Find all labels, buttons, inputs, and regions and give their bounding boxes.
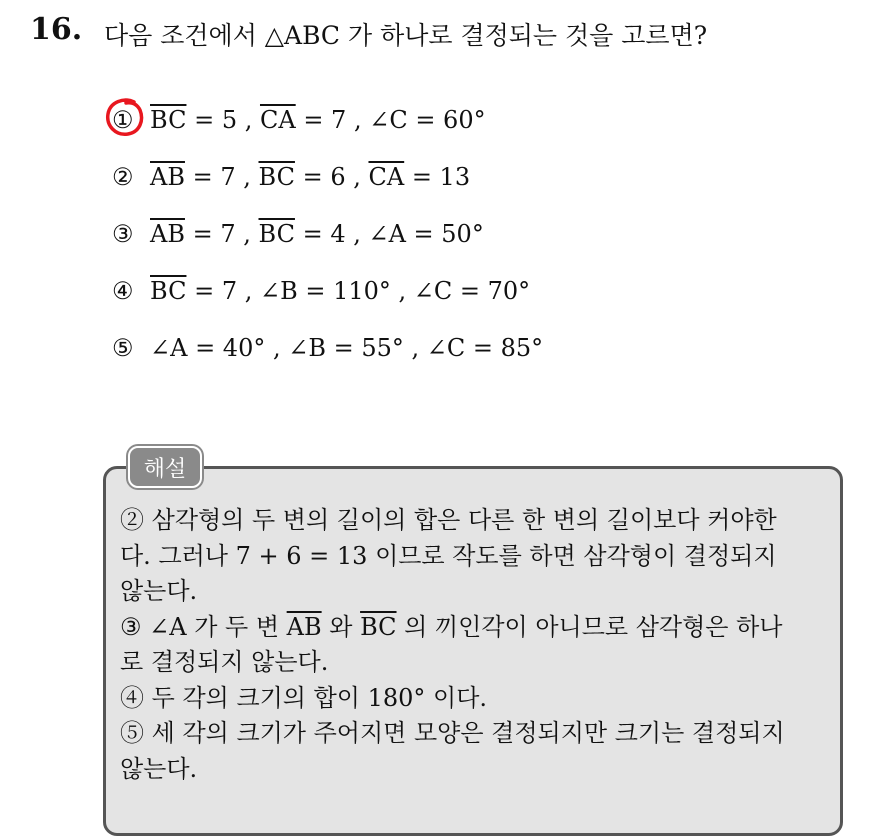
segment-label: $\overline{BC}$	[150, 106, 187, 134]
choice-5-content	[150, 334, 543, 362]
choice-number: ①	[112, 106, 134, 134]
explanation-text: 않는다.	[120, 577, 198, 605]
choice-2-content	[150, 163, 470, 191]
choice-number: ⑤	[112, 334, 134, 362]
choice-text: = 13	[404, 163, 471, 191]
explanation-tag: 해설	[128, 446, 202, 488]
segment-label: $\overline{AB}$	[286, 612, 322, 641]
choice-number: ④	[112, 277, 134, 305]
segment-label: $\overline{BC}$	[150, 277, 187, 305]
explanation-body	[120, 503, 830, 787]
question-text: 다음 조건에서 △ABC 가 하나로 결정되는 것을 고르면?	[104, 21, 708, 50]
choice-3-content	[150, 220, 484, 248]
explanation-text: 로 결정되지 않는다.	[120, 648, 329, 676]
explanation-line	[120, 752, 830, 788]
explanation-line	[120, 503, 830, 539]
explanation-text: ⑤ 세 각의 크기가 주어지면 모양은 결정되지만 크기는 결정되지	[120, 719, 785, 747]
explanation-text: 않는다.	[120, 754, 198, 783]
explanation-text: 다. 그러나 7 + 6 = 13 이므로 작도를 하면 삼각형이 결정되지	[120, 541, 777, 570]
choice-number: ③	[112, 220, 134, 248]
choice-text: = 7 ,	[184, 163, 259, 191]
choice-3[interactable]	[112, 214, 484, 254]
explanation-line	[120, 574, 830, 610]
choice-text: = 5 ,	[186, 106, 260, 134]
segment-label: $\overline{BC}$	[360, 612, 397, 641]
explanation-text: ④ 두 각의 크기의 합이 180° 이다.	[120, 683, 488, 712]
choice-number: ②	[112, 163, 134, 191]
segment-label: $\overline{BC}$	[258, 220, 295, 248]
choice-text: = 4 , ∠A = 50°	[294, 220, 484, 248]
choice-text: = 7 , ∠B = 110° , ∠C = 70°	[186, 277, 531, 305]
explanation-line	[120, 716, 830, 752]
choice-text: = 7 ,	[184, 220, 259, 248]
choice-text: = 6 ,	[294, 163, 369, 191]
explanation-line	[120, 539, 830, 575]
explanation-line	[120, 645, 830, 681]
segment-label: $\overline{CA}$	[368, 163, 405, 191]
segment-label: $\overline{AB}$	[150, 163, 185, 191]
explanation-line	[120, 610, 830, 646]
choice-1[interactable]	[112, 100, 486, 140]
choice-text: = 7 , ∠C = 60°	[295, 106, 486, 134]
choice-4[interactable]	[112, 271, 530, 311]
question-number: 16.	[30, 12, 83, 47]
explanation-text: 와	[321, 612, 361, 641]
segment-label: $\overline{CA}$	[259, 106, 296, 134]
explanation-text: ② 삼각형의 두 변의 길이의 합은 다른 한 변의 길이보다 커야한	[120, 506, 777, 534]
choice-2[interactable]	[112, 157, 470, 197]
choice-1-content	[150, 106, 486, 134]
segment-label: $\overline{AB}$	[150, 220, 185, 248]
choice-text: ∠A = 40° , ∠B = 55° , ∠C = 85°	[150, 334, 544, 362]
explanation-text: ③ ∠A 가 두 변	[120, 612, 287, 641]
segment-label: $\overline{BC}$	[258, 163, 295, 191]
choice-5[interactable]	[112, 328, 543, 368]
explanation-text: 의 끼인각이 아니므로 삼각형은 하나	[396, 612, 783, 641]
choice-4-content	[150, 277, 530, 305]
explanation-line	[120, 681, 830, 717]
